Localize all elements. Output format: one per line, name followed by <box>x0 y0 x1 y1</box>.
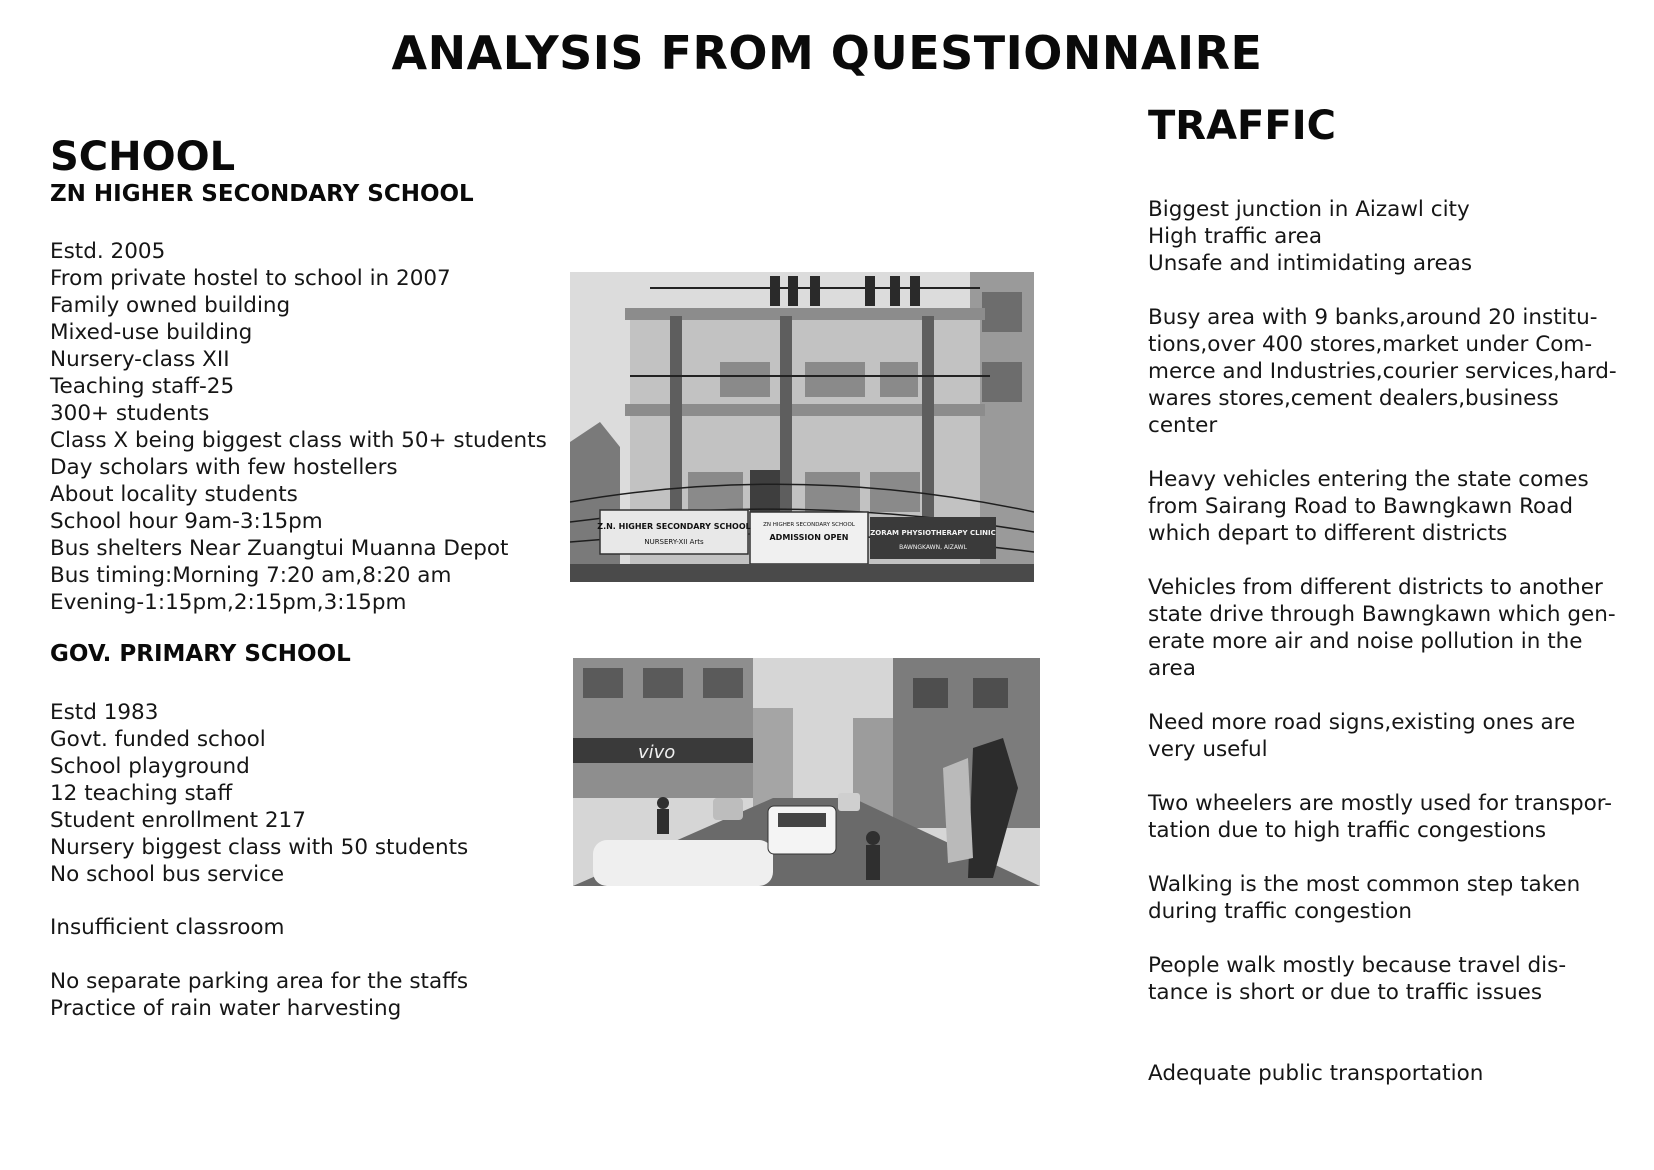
street-traffic-image <box>573 658 1040 886</box>
traffic-line: Heavy vehicles entering the state comes <box>1148 467 1589 492</box>
traffic-line: Two wheelers are mostly used for transpor- <box>1148 791 1612 816</box>
traffic-paragraph-7 <box>1148 871 1580 925</box>
traffic-paragraph-5 <box>1148 709 1575 763</box>
sign-admission-open: ADMISSION OPEN <box>769 533 849 542</box>
traffic-line: Walking is the most common step taken <box>1148 872 1581 897</box>
zn-school-facts <box>50 238 547 616</box>
sign-zn-school-2: ZN HIGHER SECONDARY SCHOOL <box>763 522 855 528</box>
traffic-paragraph-8 <box>1148 952 1566 1006</box>
fact-line: Evening-1:15pm,2:15pm,3:15pm <box>50 590 407 615</box>
sign-zn-school-1: Z.N. HIGHER SECONDARY SCHOOL <box>597 522 751 531</box>
traffic-paragraph-6 <box>1148 790 1612 844</box>
traffic-line: Need more road signs,existing ones are <box>1148 710 1576 735</box>
traffic-paragraph-last <box>1148 1060 1483 1087</box>
traffic-heading: TRAFFIC <box>1148 103 1336 149</box>
sign-physiotherapy: ZORAM PHYSIOTHERAPY CLINIC <box>870 529 996 537</box>
traffic-line: tance is short or due to traffic issues <box>1148 980 1543 1005</box>
zn-school-name: ZN HIGHER SECONDARY SCHOOL <box>50 181 474 207</box>
fact-line: No school bus service <box>50 862 285 887</box>
fact-line: Family owned building <box>50 293 291 318</box>
fact-line: School playground <box>50 754 250 779</box>
gov-school-facts <box>50 699 468 888</box>
school-heading: SCHOOL <box>50 134 236 180</box>
traffic-line: very useful <box>1148 737 1268 762</box>
traffic-line: from Sairang Road to Bawngkawn Road <box>1148 494 1574 519</box>
traffic-line: merce and Industries,courier services,hard- <box>1148 359 1617 384</box>
traffic-line: erate more air and noise pollution in the <box>1148 629 1583 654</box>
traffic-line: People walk mostly because travel dis- <box>1148 953 1567 978</box>
traffic-paragraph-3 <box>1148 466 1589 547</box>
traffic-line: tation due to high traffic congestions <box>1148 818 1547 843</box>
sign-zn-school-1b: NURSERY-XII Arts <box>644 538 704 546</box>
traffic-line: which depart to different districts <box>1148 521 1508 546</box>
traffic-line: wares stores,cement dealers,business <box>1148 386 1559 411</box>
fact-line: Nursery-class XII <box>50 347 230 372</box>
school-building-photo <box>570 272 1034 582</box>
fact-line: About locality students <box>50 482 298 507</box>
traffic-paragraph-2 <box>1148 304 1617 439</box>
school-building-image <box>570 272 1034 582</box>
fact-line: Govt. funded school <box>50 727 266 752</box>
fact-line: Student enrollment 217 <box>50 808 306 833</box>
sign-bawngkawn: BAWNGKAWN, AIZAWL <box>899 544 967 551</box>
traffic-line: Vehicles from different districts to another <box>1148 575 1603 600</box>
fact-line: No separate parking area for the staffs <box>50 969 469 994</box>
traffic-line: during traffic congestion <box>1148 899 1412 924</box>
traffic-line: tions,over 400 stores,market under Com- <box>1148 332 1593 357</box>
fact-line: School hour 9am-3:15pm <box>50 509 323 534</box>
fact-line: From private hostel to school in 2007 <box>50 266 451 291</box>
fact-line: Bus shelters Near Zuangtui Muanna Depot <box>50 536 509 561</box>
fact-line: Bus timing:Morning 7:20 am,8:20 am <box>50 563 452 588</box>
fact-line: Class X being biggest class with 50+ students <box>50 428 547 453</box>
traffic-line: area <box>1148 656 1196 681</box>
fact-line: Mixed-use building <box>50 320 253 345</box>
fact-line: Nursery biggest class with 50 students <box>50 835 469 860</box>
fact-line: Day scholars with few hostellers <box>50 455 398 480</box>
traffic-line: state drive through Bawngkawn which gen- <box>1148 602 1616 627</box>
traffic-line: Biggest junction in Aizawl city <box>1148 197 1470 222</box>
vivo-shop-sign: vivo <box>638 742 676 763</box>
fact-line: Practice of rain water harvesting <box>50 996 402 1021</box>
gov-school-name: GOV. PRIMARY SCHOOL <box>50 641 351 667</box>
traffic-line: center <box>1148 413 1218 438</box>
page-title: ANALYSIS FROM QUESTIONNAIRE <box>391 26 1263 80</box>
traffic-line: Adequate public transportation <box>1148 1061 1484 1086</box>
gov-school-note-classroom <box>50 914 284 941</box>
street-traffic-photo <box>573 658 1040 886</box>
fact-line: Estd 1983 <box>50 700 159 725</box>
fact-line: 12 teaching staff <box>50 781 233 806</box>
traffic-paragraph-4 <box>1148 574 1616 682</box>
traffic-line: Busy area with 9 banks,around 20 institu- <box>1148 305 1598 330</box>
gov-school-notes <box>50 968 468 1022</box>
traffic-line: Unsafe and intimidating areas <box>1148 251 1473 276</box>
fact-line: 300+ students <box>50 401 210 426</box>
traffic-paragraph-1 <box>1148 196 1472 277</box>
fact-line: Insufficient classroom <box>50 915 285 940</box>
traffic-line: High traffic area <box>1148 224 1323 249</box>
fact-line: Estd. 2005 <box>50 239 166 264</box>
fact-line: Teaching staff-25 <box>50 374 235 399</box>
